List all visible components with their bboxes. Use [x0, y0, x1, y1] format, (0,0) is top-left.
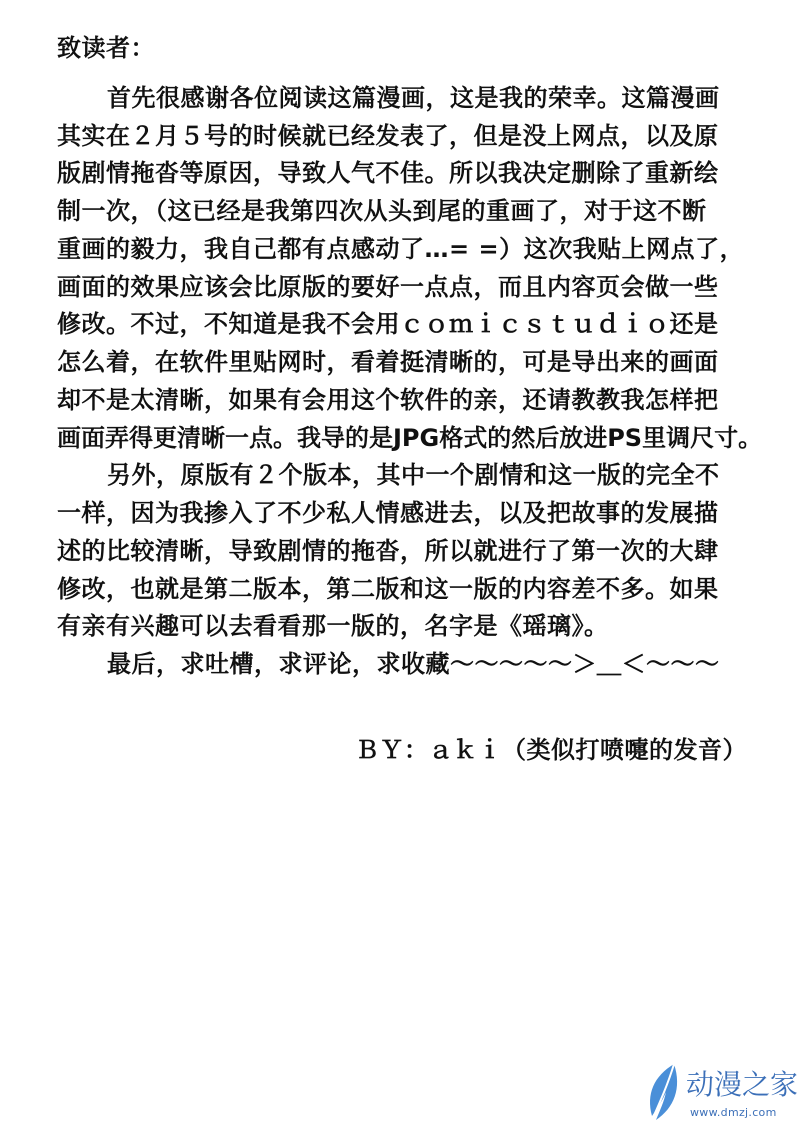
salutation: 致读者：	[57, 34, 155, 62]
paragraph-line: 述的比较清晰，导致剧情的拖沓，所以就进行了第一次的大肆	[57, 537, 719, 565]
paragraph-line: 画面的效果应该会比原版的要好一点点，而且内容页会做一些	[57, 273, 719, 301]
paragraph-line: 修改，也就是第二版本，第二版和这一版的内容差不多。如果	[57, 575, 719, 603]
paragraph-line: 另外，原版有２个版本，其中一个剧情和这一版的完全不	[107, 461, 720, 489]
site-watermark	[640, 1062, 800, 1132]
paragraph-line: 重画的毅力，我自己都有点感动了…= =）这次我贴上网点了，	[57, 235, 745, 263]
paragraph-line: 却不是太清晰，如果有会用这个软件的亲，还请教教我怎样把	[57, 386, 719, 414]
paragraph-line: 首先很感谢各位阅读这篇漫画，这是我的荣幸。这篇漫画	[107, 84, 720, 112]
closing-line: 最后，求吐槽，求评论，求收藏～～～～～＞＿＜～～～	[107, 650, 720, 678]
watermark-url: www.dmzj.com	[690, 1106, 777, 1119]
watermark-name: 动漫之家	[686, 1068, 799, 1101]
paragraph-line: 修改。不过，不知道是我不会用ｃｏｍｉｃｓｔｕｄｉｏ还是	[57, 310, 719, 338]
paragraph-line: 一样，因为我掺入了不少私人情感进去，以及把故事的发展描	[57, 499, 719, 527]
signature: ＢＹ：ａｋｉ（类似打喷嚏的发音）	[355, 736, 747, 764]
paragraph-line: 制一次，（这已经是我第四次从头到尾的重画了，对于这不断	[57, 197, 707, 225]
paragraph-line: 画面弄得更清晰一点。我导的是JPG格式的然后放进PS里调尺寸。	[57, 424, 763, 452]
paragraph-line: 有亲有兴趣可以去看看那一版的，名字是《瑶璃》。	[57, 612, 609, 640]
paragraph-line: 版剧情拖沓等原因，导致人气不佳。所以我决定删除了重新绘	[57, 159, 719, 187]
feather-logo-icon	[640, 1062, 688, 1124]
paragraph-line: 怎么着，在软件里贴网时，看着挺清晰的，可是导出来的画面	[57, 348, 719, 376]
paragraph-line: 其实在２月５号的时候就已经发表了，但是没上网点，以及原	[57, 122, 719, 150]
